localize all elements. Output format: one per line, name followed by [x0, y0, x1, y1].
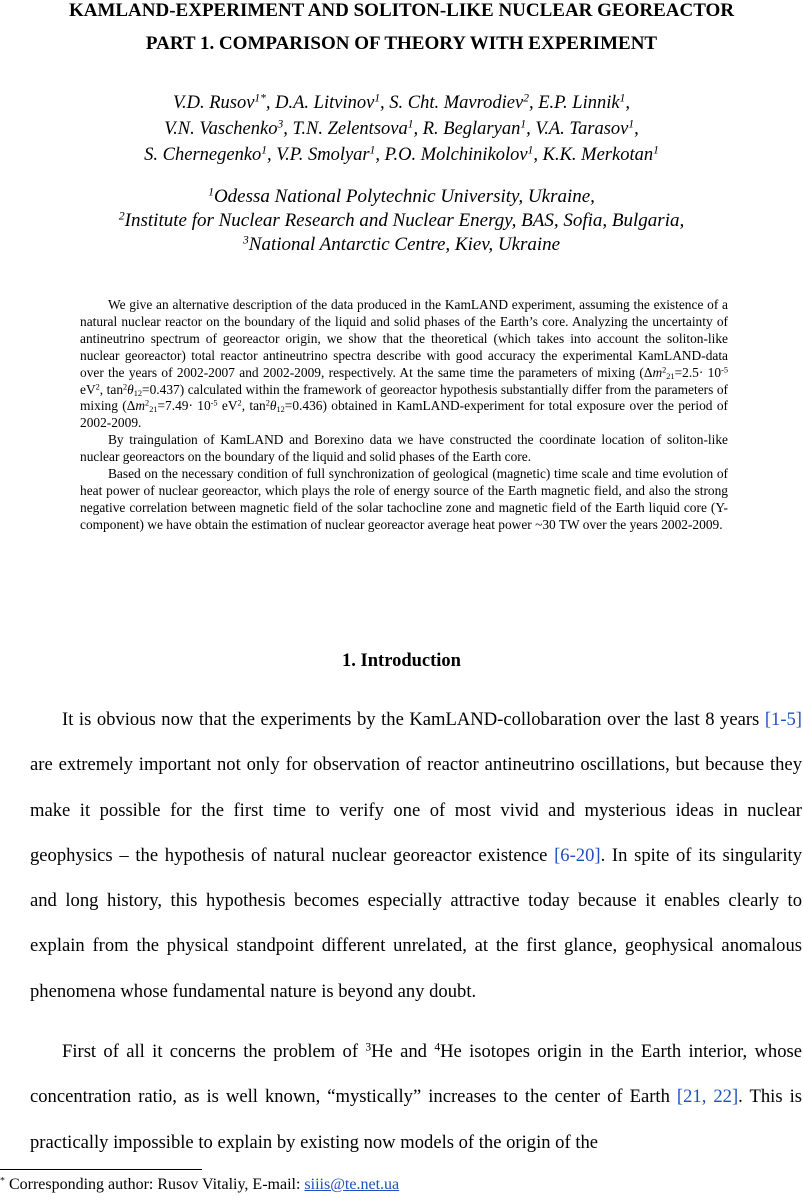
- author-affiliation-mark: 3: [277, 118, 284, 131]
- paper-title-line-2: PART 1. COMPARISON OF THEORY WITH EXPERIMENT: [145, 33, 658, 54]
- author: V.D. Rusov: [173, 93, 255, 113]
- mixing-theta-value: =0.437): [142, 381, 185, 397]
- author: V.A. Tarasov: [535, 119, 629, 139]
- author: R. Beglaryan: [422, 119, 521, 139]
- author-affiliation-mark: 1: [527, 144, 534, 157]
- author-affiliation-mark: 1: [369, 144, 376, 157]
- footnote-divider: [0, 1169, 202, 1170]
- introduction-body: [30, 697, 802, 1165]
- author: S. Cht. Mavrodiev: [389, 93, 524, 113]
- author-affiliation-mark: 2: [523, 92, 529, 105]
- author: S. Chernegenko: [144, 145, 262, 165]
- mixing-theta-value: =0.436): [284, 398, 327, 414]
- abstract-paragraph: By traingulation of KamLAND and Borexino data we have constructed the coordinate location of soliton-like nuclear georeactors on the boundary of the liquid and solid phases of the Earth core.: [80, 432, 728, 465]
- author: D.A. Litvinov: [275, 93, 375, 113]
- affiliation-list: [0, 185, 803, 257]
- abstract-text: We give an alternative description of the data produced in the KamLAND experiment, assuming the existence of a natural nuclear reactor on the boundary of the liquid and solid phases of the Earth’s core. Analyzing the uncertainty of antineutrino spectrum of georeactor origin, we show that the theoretical (which takes into account the soliton-like nuclear georeactor) total reactor antineutrino spectra describe with good accuracy the experimental KamLAND-data over the years of 2002-2007 and 2002-2009, respectively. At the same time the parameters of mixing (: [80, 297, 728, 380]
- author-affiliation-mark: 1: [407, 118, 414, 131]
- body-paragraph: [30, 697, 802, 1014]
- affiliation-number: 3: [242, 233, 249, 247]
- author-affiliation-mark: 1: [653, 144, 659, 157]
- body-text: He and: [371, 1041, 435, 1063]
- mixing-unit: eV: [217, 398, 238, 414]
- author-affiliation-mark: 1*: [254, 92, 266, 105]
- body-text: He isotopes origin in the Earth interior, whose concentration ratio, as is well known, “mystically” increases to the center of Earth: [30, 1041, 802, 1108]
- affiliation: [0, 233, 803, 257]
- author: V.N. Vaschenko: [164, 119, 278, 139]
- isotope-superscript: 4: [434, 1041, 441, 1054]
- mixing-delta-m-value: =2.5· 10: [674, 364, 722, 380]
- body-text: are extremely important not only for observation of reactor antineutrino oscillations, but because they make it possible for the first time to verify one of most vivid and mysterious ideas in nuclear geophysics – the hypothesis of natural nuclear georeactor existence: [30, 754, 802, 866]
- affiliation-number: 2: [118, 209, 125, 223]
- body-paragraph: [30, 1029, 802, 1165]
- citation-link[interactable]: [1-5]: [764, 709, 802, 730]
- email-link[interactable]: siiis@te.net.ua: [304, 1176, 400, 1193]
- mixing-tan-label: , tan: [99, 381, 124, 397]
- section-heading: 1. Introduction: [342, 651, 461, 671]
- author: K.K. Merkotan: [542, 145, 654, 165]
- author-affiliation-mark: 1: [520, 118, 527, 131]
- affiliation-text: National Antarctic Centre, Kiev, Ukraine: [248, 234, 561, 255]
- abstract-paragraph: Based on the necessary condition of full synchronization of geological (magnetic) time scale and time evolution of heat power of nuclear georeactor, which plays the role of energy source of the Earth magnetic field, and also the strong negative correlation between magnetic field of the solar tachocline zone and magnetic field of the Earth liquid core (Y-component) we have obtain the estimation of nuclear georeactor average heat power ~30 TW over the years 2002-2009.: [80, 466, 728, 532]
- mixing-tan-label: , tan: [241, 398, 266, 414]
- mixing-exponent: -5: [721, 365, 728, 375]
- body-text: . In spite of its singularity and long history, this hypothesis becomes especially attractive today because it enables clearly to explain from the physical standpoint different unrelated, at the first glance, geophysical anomalous phenomena whose fundamental nature is beyond any doubt.: [30, 844, 802, 1002]
- author-affiliation-mark: 1: [374, 92, 381, 105]
- affiliation-number: 1: [208, 185, 214, 199]
- footnote: [0, 1176, 399, 1194]
- body-text: . This is practically impossible to explain by existing now models of the origin of the: [30, 1086, 802, 1153]
- author: E.P. Linnik: [538, 93, 620, 113]
- affiliation-text: Institute for Nuclear Research and Nuclear Energy, BAS, Sofia, Bulgaria,: [124, 210, 685, 231]
- isotope-superscript: 3: [365, 1041, 372, 1054]
- author-list: V.D. Rusov$^{1*}$, D.A. Litvinov$^1$, S. Cht. Mavrodiev$^2$, E.P. Linnik$^1$, V.N. Vaschenko$^3$, T.N. Zelentsova$^1$, R. Beglaryan$^1$, V.A. Tarasov$^1$, S. Chernegenko$^1$, V.P. Smolyar$^1$, P.O. Molchinikolov$^1$, K.K. Merkotan$^1$: [144, 92, 659, 165]
- mixing-unit: eV: [80, 381, 96, 397]
- citation-link[interactable]: [21, 22]: [676, 1086, 739, 1108]
- author: P.O. Molchinikolov: [384, 145, 528, 165]
- abstract-paragraph: We give an alternative description of the data produced in the KamLAND experiment, assuming the existence of a natural nuclear reactor on the boundary of the liquid and solid phases of the Earth’s core. Analyzing the uncertainty of antineutrino spectrum of georeactor origin, we show that the theoretical (which takes into account the soliton-like nuclear georeactor) total reactor antineutrino spectra describe with good accuracy the experimental KamLAND-data over the years of 2002-2007 and 2002-2009, respectively. At the same time the parameters of mixing ($\Delta m^2_{21}=2.5\cdot 10^{-5}$ $eV^2$, $\tan^2\theta_{12}=0.437$) calculated within the framework of georeactor hypothesis substantially differ from the parameters of mixing ($\Delta m^2_{21}=7.49\cdot 10^{-5}$ $eV^2$, $\tan^2\theta_{12}=0.436$) obtained in KamLAND-experiment for total exposure over the period of 2002-2009.: [80, 297, 728, 431]
- footnote-marker: *: [0, 1175, 5, 1187]
- body-text: It is obvious now that the experiments by the KamLAND-collobaration over the last 8 years: [62, 709, 765, 730]
- affiliation: [0, 185, 803, 209]
- author-affiliation-mark: 1: [619, 92, 626, 105]
- affiliation: [0, 209, 803, 233]
- author: T.N. Zelentsova: [292, 119, 408, 139]
- paper-title-line-1: KAMLAND-EXPERIMENT AND SOLITON-LIKE NUCLEAR GEOREACTOR: [68, 0, 735, 21]
- abstract-text: obtained in KamLAND-experiment for total exposure over the period of 2002-2009.: [80, 398, 728, 431]
- citation-link[interactable]: [6-20]: [554, 844, 601, 866]
- abstract-text: calculated within the framework of georeactor hypothesis substantially differ from the parameters of mixing (: [80, 381, 728, 414]
- abstract: [80, 297, 728, 534]
- mixing-exponent: -5: [210, 398, 218, 408]
- body-text: First of all it concerns the problem of: [62, 1041, 366, 1063]
- footnote-text: Corresponding author: Rusov Vitaliy, E-mail:: [4, 1176, 305, 1193]
- affiliation-text: Odessa National Polytechnic University, Ukraine,: [213, 186, 595, 207]
- author-affiliation-mark: 1: [628, 118, 635, 131]
- mixing-delta-m-value: =7.49· 10: [157, 398, 211, 414]
- author-affiliation-mark: 1: [261, 144, 268, 157]
- author: V.P. Smolyar: [276, 145, 370, 165]
